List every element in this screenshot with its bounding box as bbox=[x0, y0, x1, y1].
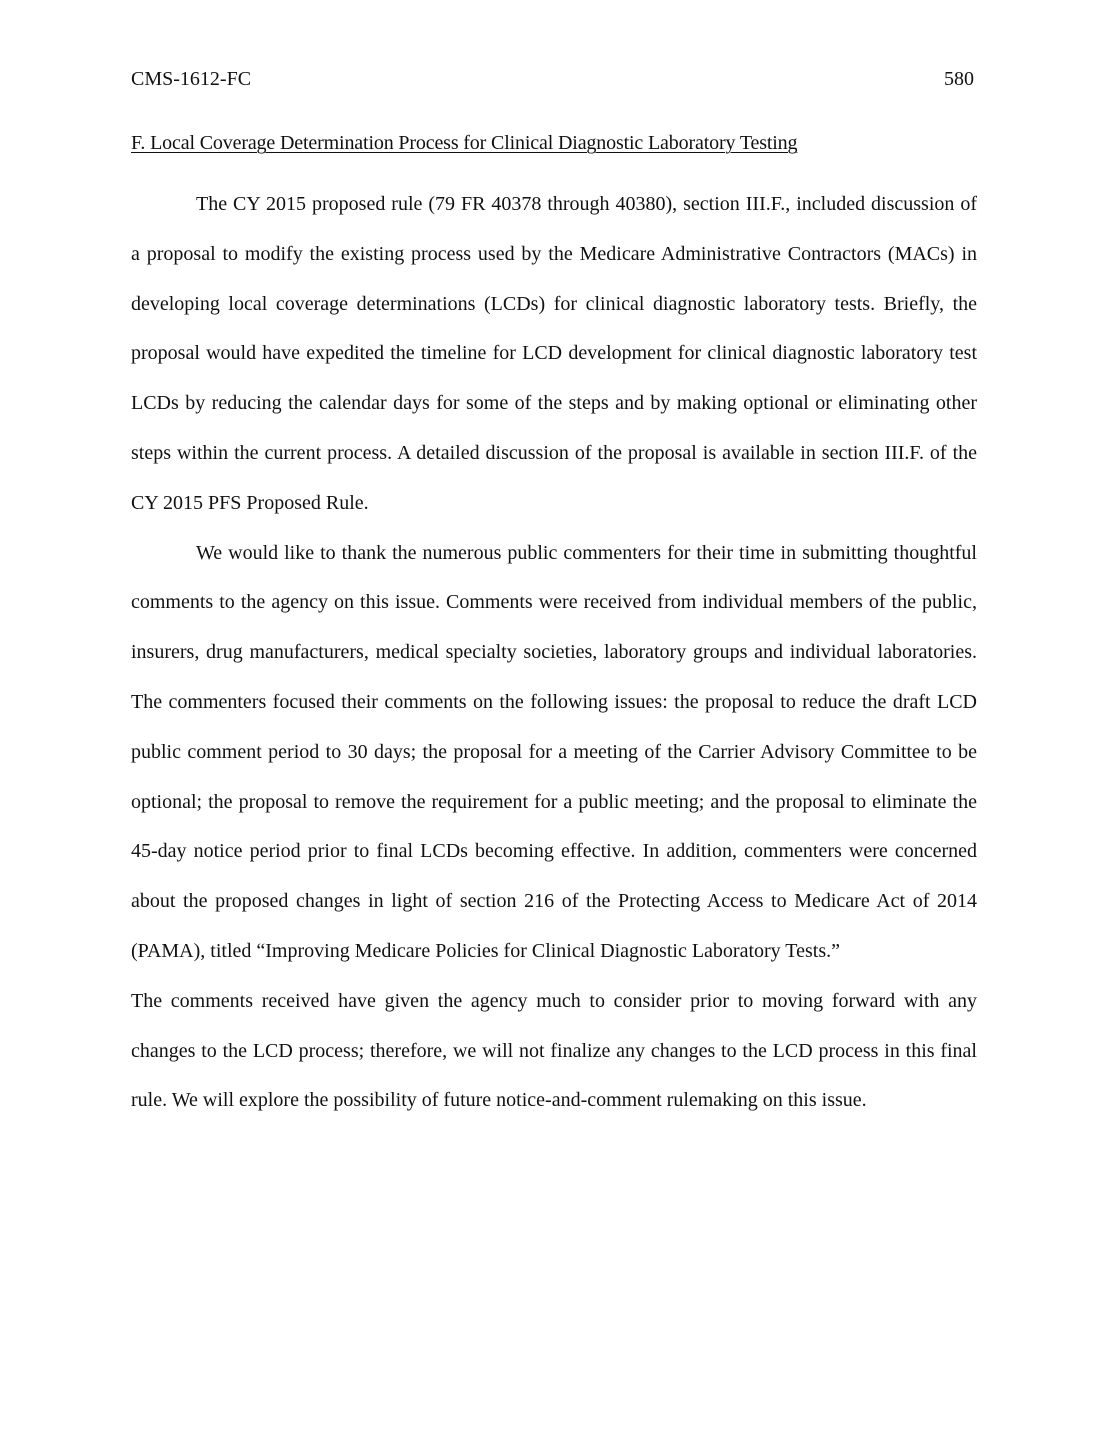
paragraph-proposed-rule: The CY 2015 proposed rule (79 FR 40378 through 40380), section III.F., included discussion of a proposal to modify the existing process used by the Medicare Administrative Contractors (MACs) in developing local coverage determinations (LCDs) for clinical diagnostic laboratory tests. Briefly, the proposal would have expedited the timeline for LCD development for clinical diagnostic laboratory test LCDs by reducing the calendar days for some of the steps and by making optional or eliminating other steps within the current process. A detailed discussion of the proposal is available in section III.F. of the CY 2015 PFS Proposed Rule. bbox=[131, 193, 977, 514]
paragraph-public-comments: We would like to thank the numerous public commenters for their time in submitting thoughtful comments to the agency on this issue. Comments were received from individual members of the public, insurers, drug manufacturers, medical specialty societies, laboratory groups and individual laboratories. The commenters focused their comments on the following issues: the proposal to reduce the draft LCD public comment period to 30 days; the proposal for a meeting of the Carrier Advisory Committee to be optional; the proposal to remove the requirement for a public meeting; and the proposal to eliminate the 45-day notice period prior to final LCDs becoming effective. In addition, commenters were concerned about the proposed changes in light of section 216 of the Protecting Access to Medicare Act of 2014 (PAMA), titled “Improving Medicare Policies for Clinical Diagnostic Laboratory Tests.” bbox=[131, 541, 977, 962]
document-id: CMS-1612-FC bbox=[131, 68, 252, 90]
section-heading: F. Local Coverage Determination Process for Clinical Diagnostic Laboratory Testing bbox=[131, 132, 798, 154]
body-text bbox=[131, 180, 977, 1126]
paragraph-conclusion: The comments received have given the agency much to consider prior to moving forward with any changes to the LCD process; therefore, we will not finalize any changes to the LCD process in this final rule. We will explore the possibility of future notice-and-comment rulemaking on this issue. bbox=[131, 989, 977, 1112]
page-number: 580 bbox=[944, 68, 974, 90]
